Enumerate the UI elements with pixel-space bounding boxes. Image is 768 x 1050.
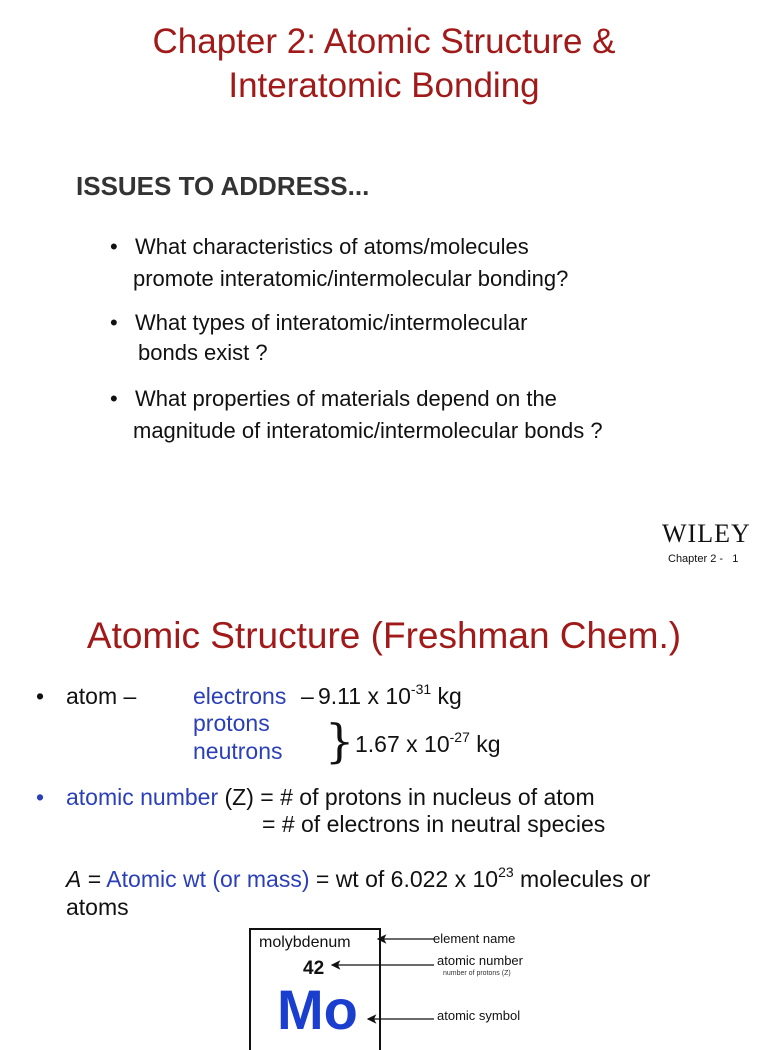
- bullet-3-line-2: magnitude of interatomic/intermolecular bonds ?: [133, 418, 603, 443]
- bullet-marker: •: [110, 234, 118, 259]
- element-number: 42: [303, 958, 325, 979]
- bullet-marker: •: [36, 683, 45, 709]
- protons-term: protons: [193, 710, 270, 736]
- wiley-logo: WILEY: [662, 519, 751, 548]
- bullet-2-line-1: What types of interatomic/intermolecular: [135, 310, 528, 335]
- electron-mass: 9.11 x $10^{-31}$ kg: [318, 681, 462, 709]
- atomic-number-line-2: = # of electrons in neutral species: [262, 811, 606, 837]
- bullet-1-line-1: What characteristics of atoms/molecules: [135, 234, 529, 259]
- slide-title-line-1: Chapter 2: Atomic Structure &: [152, 22, 616, 61]
- electrons-term: electrons: [193, 683, 287, 709]
- bullet-marker: •: [110, 386, 118, 411]
- label-atomic-number-sub: number of protons (Z): [443, 970, 511, 977]
- bullet-2-line-2: bonds exist ?: [138, 340, 268, 365]
- atomic-weight-term: Atomic wt (or mass): [106, 866, 310, 892]
- nucleon-mass: 1.67 x $10^{-27}$ kg: [355, 729, 501, 757]
- bullet-3-line-1: What properties of materials depend on the: [135, 386, 557, 411]
- bullet-1-line-2: promote interatomic/intermolecular bonding?: [133, 266, 569, 291]
- label-element-name: element name: [433, 931, 516, 946]
- bullet-marker: •: [36, 784, 45, 810]
- bullet-marker: •: [110, 310, 118, 335]
- atomic-number-term: atomic number: [66, 784, 219, 810]
- label-atomic-number: atomic number: [437, 953, 523, 968]
- A-symbol: A: [66, 866, 82, 892]
- issues-heading: ISSUES TO ADDRESS...: [76, 171, 370, 201]
- grouping-brace: }: [325, 714, 355, 768]
- atomic-weight-line: A = Atomic wt (or mass) = wt of 6.022 x $10^{23}$ molecules or: [66, 864, 651, 892]
- label-atomic-symbol: atomic symbol: [437, 1008, 521, 1023]
- electron-dash: –: [301, 683, 314, 709]
- element-name: molybdenum: [259, 934, 351, 951]
- element-symbol: Mo: [277, 978, 358, 1041]
- neutrons-term: neutrons: [193, 738, 283, 764]
- slide-title-line-2: Interatomic Bonding: [228, 66, 540, 105]
- atomic-number-line: atomic number (Z) = # of protons in nucleus of atom: [66, 784, 595, 810]
- atomic-weight-line-2: atoms: [66, 894, 129, 920]
- slide-title: Atomic Structure (Freshman Chem.): [86, 615, 682, 656]
- tile-arrows: [330, 930, 440, 1024]
- slide-2: [0, 590, 768, 1041]
- slide-number: Chapter 2 - 1: [668, 553, 739, 565]
- atom-label: atom –: [66, 683, 137, 709]
